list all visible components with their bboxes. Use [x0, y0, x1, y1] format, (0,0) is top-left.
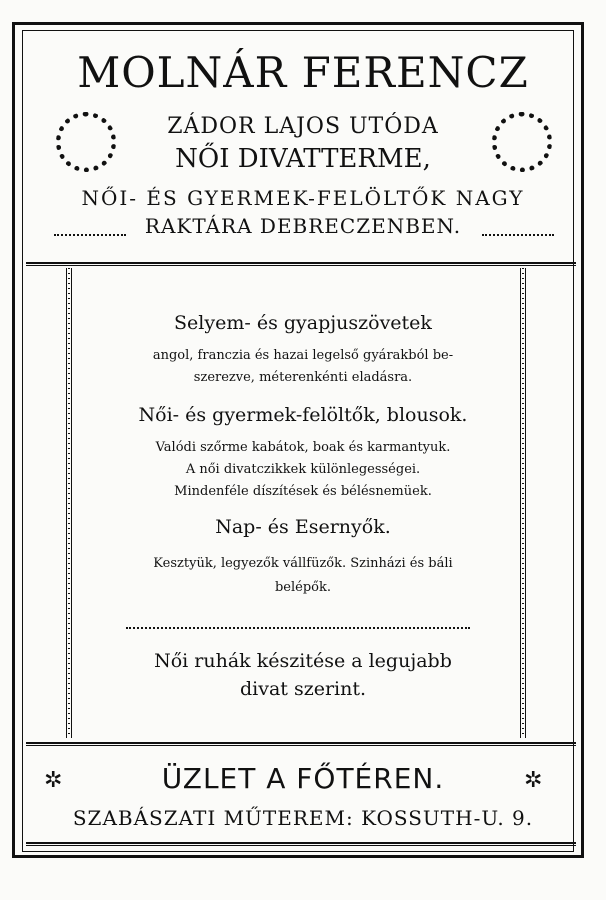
shop-name-line: NŐI DIVATTERME, — [175, 144, 431, 174]
section-line: belépők. — [274, 580, 332, 595]
shop-location: ÜZLET A FŐTÉREN. — [161, 762, 445, 795]
section-line: Valódi szőrme kabátok, boak és karmantyuk. — [155, 440, 451, 455]
star-ornament-icon: ✲ — [524, 768, 543, 793]
section-heading: Selyem- és gyapjuszövetek — [174, 312, 432, 334]
section-heading: Női- és gyermek-felöltők, blousok. — [138, 404, 468, 426]
section-line: Mindenféle díszítések és bélésnemüek. — [174, 484, 432, 499]
bottom-rule — [26, 842, 576, 846]
right-dotted-rule — [482, 234, 554, 236]
section-line: szerezve, méterenkénti eladásra. — [193, 370, 413, 385]
section-line: Kesztyük, legyezők vállfüzők. Szinházi és báli — [153, 556, 453, 571]
closing-line: Női ruhák készitése a legujabb — [154, 650, 452, 672]
top-divider — [26, 262, 576, 266]
star-ornament-icon: ✲ — [44, 768, 63, 793]
location-line: RAKTÁRA DEBRECZENBEN. — [144, 214, 462, 238]
workshop-address: SZABÁSZATI MŰTEREM: KOSSUTH-U. 9. — [72, 806, 534, 830]
successor-line: ZÁDOR LAJOS UTÓDA — [167, 114, 439, 139]
bottom-divider — [26, 742, 576, 746]
section-line: angol, franczia és hazai legelső gyárakból be- — [152, 348, 454, 363]
page-title: MOLNÁR FERENCZ — [77, 48, 529, 97]
left-dotted-rule — [54, 234, 126, 236]
stock-line: NŐI- ÉS GYERMEK-FELÖLTŐK NAGY — [81, 186, 525, 210]
closing-line: divat szerint. — [239, 678, 367, 700]
section-heading: Nap- és Esernyők. — [215, 516, 391, 538]
section-line: A női divatczikkek különlegességei. — [185, 462, 421, 477]
section-separator — [126, 627, 470, 629]
